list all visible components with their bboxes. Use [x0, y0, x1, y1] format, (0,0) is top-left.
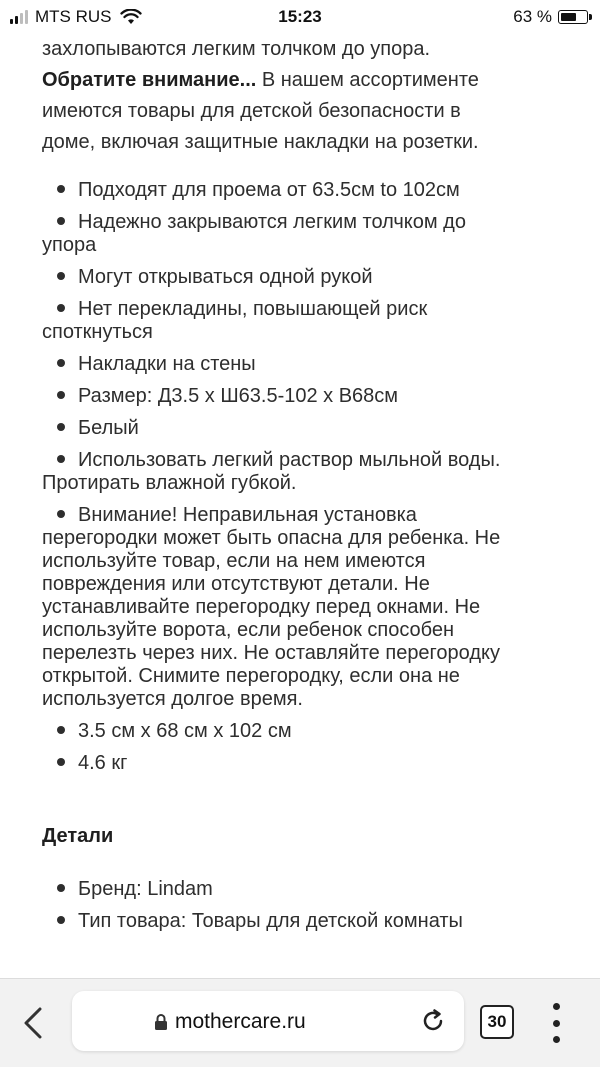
battery-icon	[558, 10, 588, 24]
details-list	[42, 878, 562, 933]
list-item-text: используйте товар, если на нем имеются	[42, 550, 426, 572]
list-item-line	[42, 353, 562, 376]
battery-percent: 63 %	[513, 7, 552, 26]
list-item-text: устанавливайте перегородку перед окнами. Не	[42, 596, 481, 618]
list-item-text: используйте ворота, если ребенок способен	[42, 619, 455, 641]
list-item-text: перелезть через них. Не оставляйте перегородку	[42, 642, 500, 664]
list-item-text: Использовать легкий раствор мыльной воды.	[78, 449, 501, 471]
address-bar[interactable]	[72, 991, 464, 1051]
list-item	[42, 266, 562, 289]
list-item-line	[42, 211, 562, 234]
list-item-text: Могут открываться одной рукой	[78, 266, 373, 288]
details-heading: Детали	[42, 825, 114, 847]
bullet-icon	[57, 884, 65, 892]
bullet-icon	[57, 758, 65, 766]
list-item-text: споткнуться	[42, 321, 153, 343]
product-description	[42, 34, 562, 942]
list-item-text: открытой. Снимите перегородку, если она не	[42, 665, 460, 687]
list-item-line	[42, 417, 562, 440]
note-paragraph	[42, 65, 562, 96]
list-item	[42, 353, 562, 376]
bullet-icon	[57, 185, 65, 193]
list-item-line	[42, 720, 562, 743]
bullet-icon	[57, 726, 65, 734]
status-right	[513, 7, 588, 27]
note-label: Обратите внимание...	[42, 69, 257, 91]
carrier-name: MTS RUS	[35, 7, 112, 26]
bullet-icon	[57, 391, 65, 399]
list-item-text: Тип товара: Товары для детской комнаты	[78, 910, 463, 932]
back-arrow-icon[interactable]	[20, 1005, 48, 1041]
list-item-line	[42, 688, 562, 711]
battery-level	[561, 13, 576, 21]
status-time: 15:23	[278, 7, 322, 26]
list-item-line	[42, 752, 562, 775]
list-item-line	[42, 321, 562, 344]
list-item	[42, 720, 562, 743]
reload-icon[interactable]	[420, 1008, 446, 1034]
list-item-line	[42, 234, 562, 257]
intro-text	[42, 34, 562, 158]
list-item-line	[42, 550, 562, 573]
list-item-line	[42, 472, 562, 495]
bullet-icon	[57, 510, 65, 518]
list-item-text: Протирать влажной губкой.	[42, 472, 297, 494]
list-item-line	[42, 619, 562, 642]
list-item-text: Подходят для проема от 63.5см to 102см	[78, 179, 460, 201]
intro-line: захлопываются легким толчком до упора.	[42, 38, 431, 60]
list-item-line	[42, 504, 562, 527]
note-line: имеются товары для детской безопасности в	[42, 100, 461, 122]
more-menu-icon[interactable]	[548, 1003, 564, 1043]
list-item-text: Бренд: Lindam	[78, 878, 213, 900]
bullet-icon	[57, 272, 65, 280]
address-content[interactable]	[154, 1010, 306, 1034]
list-item-line	[42, 266, 562, 289]
list-item	[42, 385, 562, 408]
feature-list	[42, 179, 562, 775]
list-item-line	[42, 449, 562, 472]
note-line: доме, включая защитные накладки на розетки.	[42, 131, 479, 153]
list-item	[42, 449, 562, 495]
list-item-text: Белый	[78, 417, 139, 439]
list-item-text: перегородки может быть опасна для ребенка. Не	[42, 527, 501, 549]
status-bar	[0, 0, 600, 34]
list-item-line	[42, 642, 562, 665]
list-item-text: Размер: Д3.5 x Ш63.5-102 x В68см	[78, 385, 399, 407]
note-text: В нашем ассортименте	[256, 69, 479, 91]
bullet-icon	[57, 455, 65, 463]
bullet-icon	[57, 217, 65, 225]
list-item-line	[42, 527, 562, 550]
list-item	[42, 211, 562, 257]
list-item	[42, 298, 562, 344]
list-item-text: Накладки на стены	[78, 353, 256, 375]
list-item	[42, 504, 562, 711]
list-item	[42, 878, 562, 901]
lock-icon	[154, 1013, 168, 1031]
list-item	[42, 910, 562, 933]
list-item-line	[42, 910, 562, 933]
list-item-text: 4.6 кг	[78, 752, 128, 774]
list-item-text: 3.5 см x 68 см x 102 см	[78, 720, 292, 742]
bullet-icon	[57, 423, 65, 431]
list-item	[42, 179, 562, 202]
bullet-icon	[57, 359, 65, 367]
list-item-text: Нет перекладины, повышающей риск	[78, 298, 428, 320]
list-item-text: Внимание! Неправильная установка	[78, 504, 417, 526]
browser-toolbar	[0, 978, 600, 1067]
list-item	[42, 417, 562, 440]
list-item-text: используется долгое время.	[42, 688, 303, 710]
list-item-line	[42, 298, 562, 321]
list-item	[42, 752, 562, 775]
list-item-line	[42, 179, 562, 202]
tabs-button[interactable]: 30	[480, 1005, 514, 1039]
list-item-line	[42, 878, 562, 901]
bullet-icon	[57, 304, 65, 312]
list-item-line	[42, 385, 562, 408]
list-item-line	[42, 573, 562, 596]
list-item-text: упора	[42, 234, 97, 256]
bullet-icon	[57, 916, 65, 924]
list-item-line	[42, 665, 562, 688]
list-item-line	[42, 596, 562, 619]
list-item-text: повреждения или отсутствуют детали. Не	[42, 573, 430, 595]
address-url[interactable]: mothercare.ru	[175, 1010, 306, 1033]
list-item-text: Надежно закрываются легким толчком до	[78, 211, 466, 233]
